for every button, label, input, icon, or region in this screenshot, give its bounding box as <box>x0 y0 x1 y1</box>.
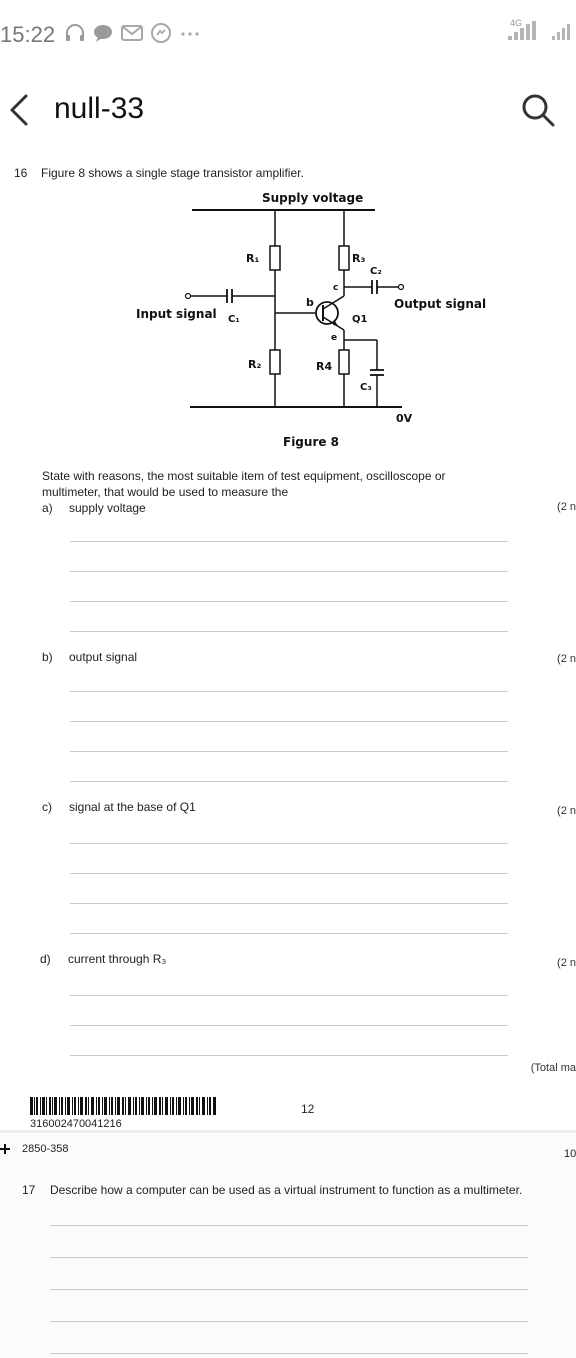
instruction-line-1: State with reasons, the most suitable item of test equipment, oscilloscope or <box>42 469 446 483</box>
r4-label: R4 <box>316 360 333 373</box>
part-b-marks: (2 n <box>557 653 576 665</box>
barcode-image <box>30 1097 216 1115</box>
part-d-marks: (2 n <box>557 957 576 969</box>
answer-line[interactable] <box>70 1025 508 1026</box>
search-button[interactable] <box>520 92 556 128</box>
messenger-icon <box>150 22 172 44</box>
signal-indicators <box>500 20 574 42</box>
emitter-label: e <box>331 333 338 343</box>
input-signal-label: Input signal <box>136 307 217 321</box>
answer-line[interactable] <box>50 1321 528 1322</box>
q1-label: Q1 <box>352 314 368 325</box>
gmail-icon <box>120 22 144 44</box>
headphones-icon <box>64 22 86 44</box>
answer-line[interactable] <box>70 541 508 542</box>
part-a-marks: (2 n <box>557 501 576 513</box>
r2-label: R₂ <box>248 358 262 371</box>
part-c-marks: (2 n <box>557 805 576 817</box>
answer-line[interactable] <box>70 995 508 996</box>
search-icon <box>520 92 556 128</box>
answer-line[interactable] <box>70 751 508 752</box>
more-icon <box>178 22 202 44</box>
question-17-text: Describe how a computer can be used as a virtual instrument to function as a multimeter. <box>50 1183 523 1197</box>
part-d-letter: d) <box>40 952 51 966</box>
next-page-number: 10 <box>564 1148 576 1160</box>
chat-icon <box>92 22 114 44</box>
r3-label: R₃ <box>352 252 366 265</box>
next-page[interactable] <box>0 1133 576 1358</box>
answer-line[interactable] <box>70 873 508 874</box>
question-17-number: 17 <box>22 1183 36 1197</box>
plus-mark-icon <box>0 1144 10 1154</box>
answer-line[interactable] <box>70 843 508 844</box>
barcode-number: 316002470041216 <box>30 1118 122 1130</box>
answer-line[interactable] <box>70 781 508 782</box>
answer-line[interactable] <box>50 1225 528 1226</box>
status-time: 15:22 <box>0 22 56 47</box>
r1-label: R₁ <box>246 252 260 265</box>
resistor-r1 <box>270 246 280 270</box>
part-c-text: signal at the base of Q1 <box>69 800 196 814</box>
answer-line[interactable] <box>70 1055 508 1056</box>
output-signal-label: Output signal <box>394 297 487 311</box>
part-c-letter: c) <box>42 800 52 814</box>
document-title: null-33 <box>54 92 145 125</box>
answer-line[interactable] <box>70 571 508 572</box>
page-number: 12 <box>301 1102 315 1116</box>
network-type-label: 4G <box>509 18 522 28</box>
signal-strength-icon <box>500 20 540 42</box>
answer-line[interactable] <box>70 903 508 904</box>
app-bar <box>0 70 576 150</box>
answer-line[interactable] <box>50 1353 528 1354</box>
transistor-q1 <box>316 302 338 324</box>
status-bar <box>0 0 576 70</box>
answer-line[interactable] <box>70 691 508 692</box>
answer-line[interactable] <box>50 1289 528 1290</box>
answer-line[interactable] <box>70 721 508 722</box>
answer-line[interactable] <box>70 631 508 632</box>
question-16-intro: Figure 8 shows a single stage transistor amplifier. <box>41 166 304 180</box>
answer-line[interactable] <box>70 601 508 602</box>
base-label: b <box>306 296 314 309</box>
part-b-text: output signal <box>69 650 138 664</box>
back-button[interactable] <box>6 92 36 128</box>
part-b-letter: b) <box>42 650 53 664</box>
notification-icons <box>64 22 202 44</box>
resistor-r3 <box>339 246 349 270</box>
total-marks: (Total ma <box>530 1062 576 1074</box>
part-d-text: current through R₃ <box>68 952 167 966</box>
instruction-line-2: multimeter, that would be used to measure the <box>42 485 289 499</box>
part-a-letter: a) <box>42 501 53 515</box>
c1-label: C₁ <box>228 314 240 325</box>
supply-voltage-label: Supply voltage <box>262 191 364 205</box>
c3-label: C₃ <box>360 382 372 393</box>
document-page[interactable] <box>0 150 576 1358</box>
part-a-text: supply voltage <box>69 501 146 515</box>
amplifier-circuit-diagram <box>130 188 500 458</box>
resistor-r4 <box>339 350 349 374</box>
signal-strength-2-icon <box>550 20 574 42</box>
question-16-number: 16 <box>14 166 28 180</box>
chevron-left-icon <box>6 92 36 128</box>
answer-line[interactable] <box>50 1257 528 1258</box>
c2-label: C₂ <box>370 266 382 277</box>
paper-code: 2850-358 <box>22 1143 69 1155</box>
figure-caption: Figure 8 <box>283 435 340 449</box>
zero-volt-label: 0V <box>396 412 413 425</box>
answer-line[interactable] <box>70 933 508 934</box>
resistor-r2 <box>270 350 280 374</box>
collector-label: c <box>333 283 339 293</box>
